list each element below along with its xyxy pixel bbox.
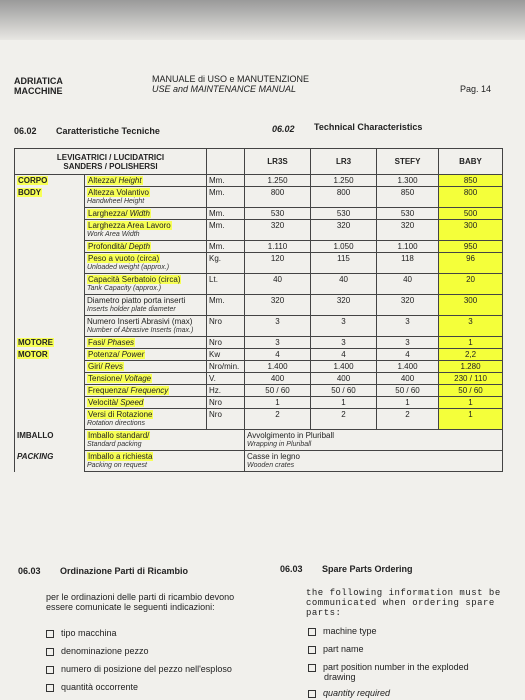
list-item: part position number in the exploded drawing [308,662,469,682]
value-cell: 400 [377,373,439,385]
value-cell: 40 [311,274,377,295]
row-description: Larghezza Area Lavoro Work Area Width [85,220,207,241]
row-unit: Kw [207,349,245,361]
packing-row [15,430,503,451]
value-cell: 40 [245,274,311,295]
packing-row [15,451,503,472]
manual-title-en: USE and MAINTENANCE MANUAL [152,84,297,94]
row-unit: Mm. [207,241,245,253]
row-unit: Nro/min. [207,361,245,373]
value-cell: 1.400 [377,361,439,373]
value-cell: 96 [439,253,503,274]
row-unit: Hz. [207,385,245,397]
checkbox-icon [46,666,54,674]
group-label [15,373,85,385]
value-cell: 50 / 60 [245,385,311,397]
table-row [15,316,503,337]
page-number: Pag. 14 [460,84,492,94]
row-unit: V. [207,373,245,385]
value-cell: 1.400 [311,361,377,373]
group-label [15,208,85,220]
value-cell: 850 [377,187,439,208]
table-row [15,349,503,361]
section-number-it: 06.02 [14,126,37,136]
row-description: Imballo standard/ Standard packing [85,430,245,451]
manual-title-it: MANUALE di USO e MANUTENZIONE [152,74,310,84]
list-item: machine type [308,626,377,636]
value-cell: 118 [377,253,439,274]
value-cell: 2 [377,409,439,430]
row-unit: Lt. [207,274,245,295]
packing-value: Casse in legno Wooden crates [245,451,503,472]
value-cell: 950 [439,241,503,253]
table-row [15,373,503,385]
group-label [15,316,85,337]
table-row [15,253,503,274]
value-cell: 500 [439,208,503,220]
group-label: CORPO [15,175,85,187]
value-cell: 2 [311,409,377,430]
group-label: MOTOR [15,349,85,361]
section2-title-it: Ordinazione Parti di Ricambio [60,566,189,576]
table-row [15,295,503,316]
group-label [15,253,85,274]
row-description: Versi di Rotazione Rotation directions [85,409,207,430]
value-cell: 800 [245,187,311,208]
table-row [15,397,503,409]
value-cell: 1.100 [377,241,439,253]
value-cell: 3 [311,337,377,349]
section-number-en: 06.02 [272,124,295,134]
value-cell: 530 [245,208,311,220]
row-unit: Kg. [207,253,245,274]
list-item: tipo macchina [46,628,117,638]
group-label [15,274,85,295]
row-description: Profondità/ Depth [85,241,207,253]
table-row [15,361,503,373]
section2-number-it: 06.03 [18,566,41,576]
row-description: Tensione/ Voltage [85,373,207,385]
intro-it [46,592,234,612]
list-item-continuation: drawing [324,672,356,682]
group-label [15,409,85,430]
value-cell: 120 [245,253,311,274]
value-cell: 3 [311,316,377,337]
value-cell: 300 [439,220,503,241]
value-cell: 530 [377,208,439,220]
value-cell: 1.300 [377,175,439,187]
group-label [15,241,85,253]
row-description: Giri/ Revs [85,361,207,373]
value-cell: 1 [439,397,503,409]
row-description: Numero Inserti Abrasivi (max) Number of Abrasive Inserts (max.) [85,316,207,337]
value-cell: 800 [439,187,503,208]
group-label [15,220,85,241]
company-name [14,76,63,96]
packing-value: Avvolgimento in Pluriball Wrapping in Pluriball [245,430,503,451]
table-row [15,208,503,220]
table-row [15,337,503,349]
value-cell: 320 [245,295,311,316]
checkbox-icon [308,628,316,636]
value-cell: 1 [245,397,311,409]
row-description: Diametro piatto porta inserti Inserts holder plate diameter [85,295,207,316]
model-lr3s: LR3S [245,149,311,175]
value-cell: 530 [311,208,377,220]
table-row [15,274,503,295]
section-title-en: Technical Characteristics [314,122,423,132]
value-cell: 4 [311,349,377,361]
group-label: IMBALLO [15,430,85,451]
value-cell: 50 / 60 [439,385,503,397]
top-shadow [0,0,525,40]
table-row [15,241,503,253]
row-unit: Nro [207,397,245,409]
value-cell: 3 [245,337,311,349]
company-line-1: ADRIATICA [14,76,63,86]
value-cell: 1 [377,397,439,409]
group-label [15,295,85,316]
row-description: Larghezza/ Width [85,208,207,220]
value-cell: 115 [311,253,377,274]
model-baby: BABY [439,149,503,175]
checkbox-icon [46,630,54,638]
value-cell: 4 [377,349,439,361]
group-label: BODY [15,187,85,208]
list-item: denominazione pezzo [46,646,149,656]
table-row [15,187,503,208]
value-cell: 1.050 [311,241,377,253]
row-unit: Mm. [207,175,245,187]
value-cell: 300 [439,295,503,316]
row-description: Altezza Volantivo Handwheel Height [85,187,207,208]
value-cell: 3 [377,316,439,337]
value-cell: 400 [245,373,311,385]
value-cell: 320 [377,295,439,316]
value-cell: 1.110 [245,241,311,253]
model-stefy: STEFY [377,149,439,175]
checkbox-icon [46,648,54,656]
row-description: Fasi/ Phases [85,337,207,349]
manual-title [152,74,309,94]
value-cell: 320 [311,220,377,241]
section-title-it: Caratteristiche Tecniche [56,126,160,136]
table-row [15,175,503,187]
value-cell: 1 [439,409,503,430]
value-cell: 320 [311,295,377,316]
table-header-row [15,149,503,175]
value-cell: 230 / 110 [439,373,503,385]
value-cell: 1.280 [439,361,503,373]
intro-en-line-1: the following information must be [306,588,501,598]
table-row [15,385,503,397]
value-cell: 1.250 [245,175,311,187]
intro-en-line-2: communicated when ordering spare parts: [306,598,495,618]
value-cell: 2,2 [439,349,503,361]
spec-table [14,148,503,472]
value-cell: 3 [377,337,439,349]
value-cell: 1 [311,397,377,409]
unit-header [207,149,245,175]
row-description: Frequenza/ Frequency [85,385,207,397]
row-unit: Nro [207,337,245,349]
table-title-line-2: SANDERS / POLISHERSI [63,161,158,171]
row-unit: Mm. [207,295,245,316]
row-unit: Mm. [207,220,245,241]
row-unit: Nro [207,409,245,430]
value-cell: 20 [439,274,503,295]
row-unit: Mm. [207,208,245,220]
checkbox-icon [308,690,316,698]
row-description: Imballo a richiesta Packing on request [85,451,245,472]
value-cell: 1 [439,337,503,349]
group-label: MOTORE [15,337,85,349]
group-label [15,397,85,409]
row-unit: Mm. [207,187,245,208]
row-unit: Nro [207,316,245,337]
intro-it-line-2: essere comunicate le seguenti indicazioni: [46,602,215,612]
row-description: Velocità/ Speed [85,397,207,409]
value-cell: 800 [311,187,377,208]
value-cell: 2 [245,409,311,430]
group-label: PACKING [15,451,85,472]
value-cell: 4 [245,349,311,361]
value-cell: 400 [311,373,377,385]
list-item: numero di posizione del pezzo nell'esploso [46,664,232,674]
intro-it-line-1: per le ordinazioni delle parti di ricambio devono [46,592,235,602]
row-description: Peso a vuoto (circa) Unloaded weight (approx.) [85,253,207,274]
spec-body [15,175,503,472]
value-cell: 3 [439,316,503,337]
list-item: part name [308,644,364,654]
value-cell: 50 / 60 [311,385,377,397]
value-cell: 50 / 60 [377,385,439,397]
list-item: quantità occorrente [46,682,138,692]
value-cell: 1.250 [311,175,377,187]
value-cell: 3 [245,316,311,337]
checkbox-icon [308,646,316,654]
value-cell: 320 [377,220,439,241]
table-title [15,149,207,175]
section2-number-en: 06.03 [280,564,303,574]
value-cell: 320 [245,220,311,241]
checkbox-icon [308,664,316,672]
group-label [15,361,85,373]
table-row [15,220,503,241]
intro-en [306,588,525,618]
row-description: Potenza/ Power [85,349,207,361]
model-lr3: LR3 [311,149,377,175]
row-description: Altezza/ Height [85,175,207,187]
value-cell: 850 [439,175,503,187]
row-description: Capacità Serbatoio (circa) Tank Capacity (approx.) [85,274,207,295]
section2-title-en: Spare Parts Ordering [322,564,413,574]
group-label [15,385,85,397]
table-row [15,409,503,430]
table-title-line-1: LEVIGATRICI / LUCIDATRICI [56,152,165,162]
list-item: quantity required [308,688,390,698]
value-cell: 40 [377,274,439,295]
checkbox-icon [46,684,54,692]
value-cell: 1.400 [245,361,311,373]
company-line-2: MACCHINE [14,86,63,96]
